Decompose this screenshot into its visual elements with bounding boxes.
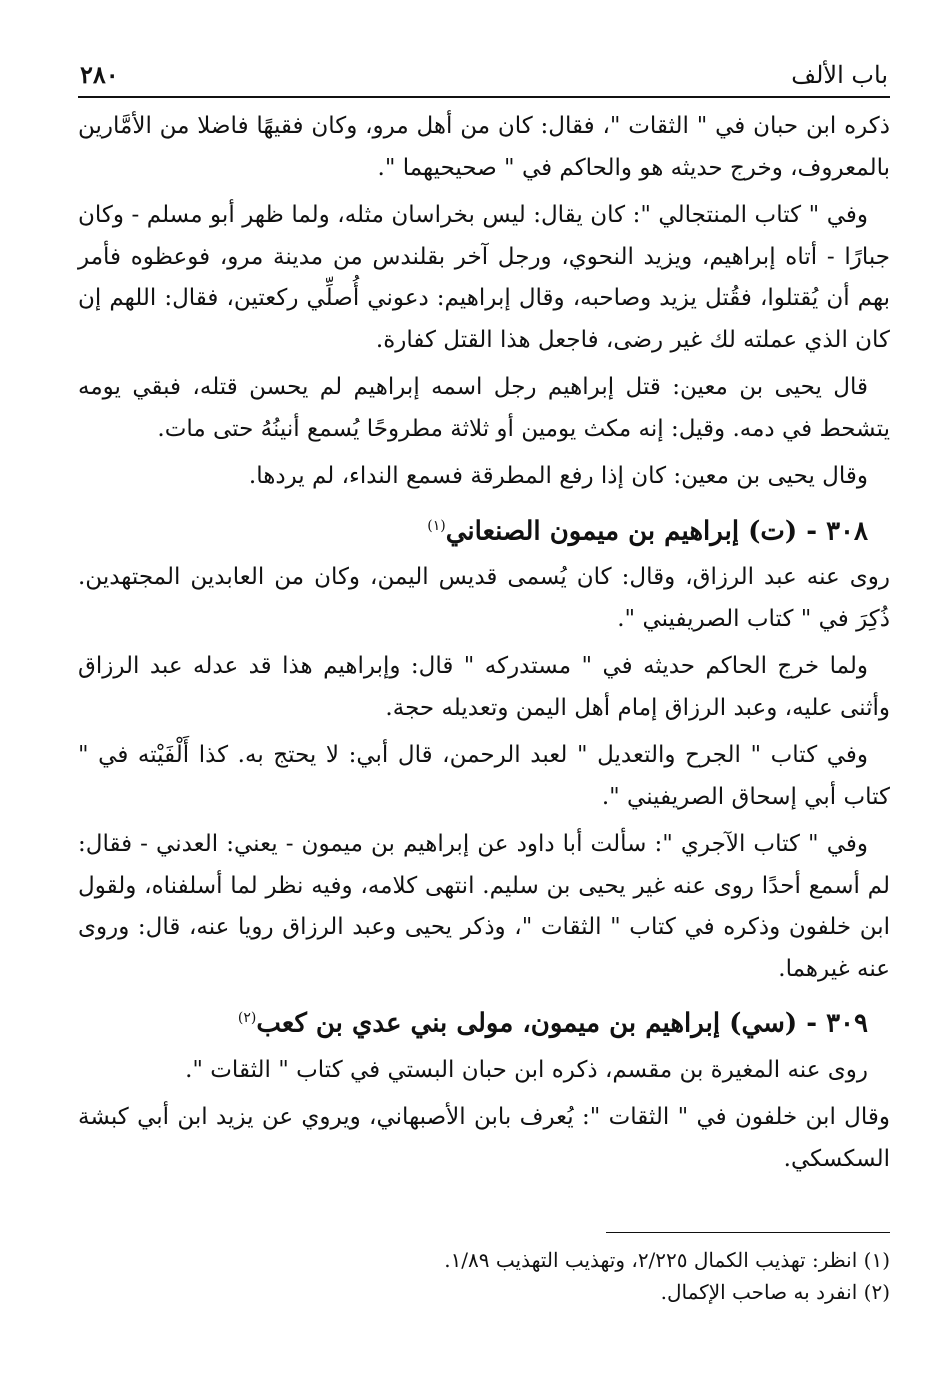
entry-heading-308	[78, 504, 890, 554]
chapter-title: باب الألف	[791, 61, 888, 89]
paragraph: روى عنه المغيرة بن مقسم، ذكره ابن حبان البستي في كتاب " الثقات ".	[185, 1056, 868, 1083]
footnote-marker: (١)	[427, 517, 446, 534]
paragraph: وفي كتاب " الجرح والتعديل " لعبد الرحمن، قال أبي: لا يحتج به. كذا أَلْفَيْته في " كتاب أبي إسحاق الصريفيني ".	[78, 742, 890, 810]
paragraph: وفي " كتاب المنتجالي ": كان يقال: ليس بخراسان مثله، ولما ظهر أبو مسلم - وكان جبارًا - أتاه إبراهيم، ويزيد النحوي، ورجل آخر بقلندس من مدينة مرو، فوعظوه فأمر بهم أن يُقتلوا، فقُتل يزيد وصاحبه، وقال إبراهيم: دعوني أُصلِّي ركعتين، فقال: اللهم إن كان الذي عملته لك غير رضى، فاجعل هذا القتل كفارة.	[78, 202, 890, 353]
paragraph: روى عنه عبد الرزاق، وقال: كان يُسمى قديس اليمن، وكان من العابدين المجتهدين. ذُكِرَ في " كتاب الصريفيني ".	[78, 564, 890, 632]
paragraph: ذكره ابن حبان في " الثقات "، فقال: كان من أهل مرو، وكان فقيهًا فاضلا من الأمَّارين بالمعروف، وخرج حديثه هو والحاكم في " صحيحيهما ".	[78, 113, 890, 181]
entry-heading-309	[78, 996, 890, 1046]
paragraph: وفي " كتاب الآجري ": سألت أبا داود عن إبراهيم بن ميمون - يعني: العدني - فقال: لم أسمع أحدًا روى عنه غير يحيى بن سليم. انتهى كلامه، وفيه نظر لما أسلفناه، ولقول ابن خلفون وذكره في كتاب " الثقات "، وذكر يحيى وعبد الرزاق رويا عنه، قال: وروى عنه غيرهما.	[78, 831, 890, 982]
entry-heading-text: ٣٠٩ - (سي) إبراهيم بن ميمون، مولى بني عدي بن كعب	[256, 1008, 868, 1039]
main-text	[78, 106, 890, 1180]
paragraph: ولما خرج الحاكم حديثه في " مستدركه " قال: وإبراهيم هذا قد عدله عبد الرزاق وأثنى عليه، وعبد الرزاق إمام أهل اليمن وتعديله حجة.	[78, 653, 890, 721]
footnote-1: (١) انظر: تهذيب الكمال ٢/٢٢٥، وتهذيب التهذيب ١/٨٩.	[444, 1248, 890, 1272]
footnote-2: (٢) انفرد به صاحب الإكمال.	[660, 1280, 890, 1304]
paragraph: وقال يحيى بن معين: كان إذا رفع المطرقة فسمع النداء، لم يردها.	[248, 463, 868, 489]
page-content	[78, 58, 890, 1186]
paragraph: قال يحيى بن معين: قتل إبراهيم رجل اسمه إبراهيم لم يحسن قتله، فبقي يومه يتشحط في دمه. وقيل: إنه مكث يومين أو ثلاثة مطروحًا يُسمع أنينُهُ حتى مات.	[78, 374, 890, 442]
page-number: ٢٨٠	[80, 60, 119, 89]
footnote-separator	[606, 1232, 890, 1233]
running-header	[78, 58, 890, 98]
entry-heading-text: ٣٠٨ - (ت) إبراهيم بن ميمون الصنعاني	[445, 516, 868, 547]
footnotes	[78, 1244, 890, 1308]
paragraph: وقال ابن خلفون في " الثقات ": يُعرف بابن الأصبهاني، ويروي عن يزيد ابن أبي كبشة السكسكي.	[78, 1104, 890, 1172]
footnote-marker: (٢)	[237, 1010, 257, 1027]
